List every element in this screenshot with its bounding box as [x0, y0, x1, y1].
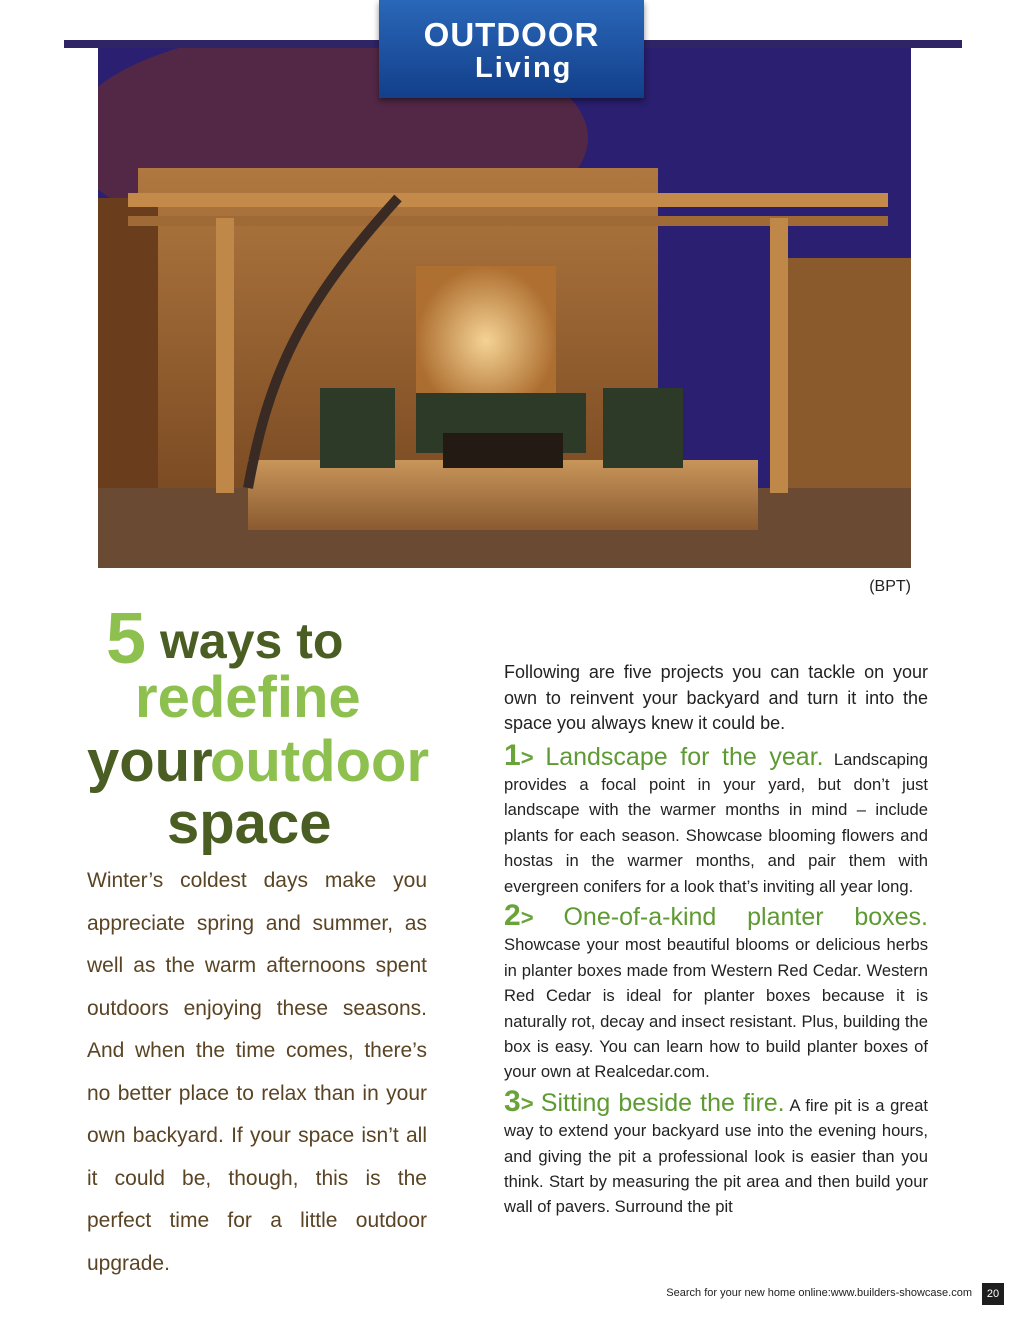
- item-body: Landscaping provides a focal point in your yard, but don’t just landscape with the warmer months in mind – include plants for each season. Showcase blooming flowers and hostas in the warmer months, and pair them with evergreen conifers for a look that’s inviting all year long.: [504, 749, 928, 896]
- item-body: Showcase your most beautiful blooms or delicious herbs in planter boxes made from Western Red Cedar. Western Red Cedar is ideal for planter boxes because it is naturally rot, decay and insect resistant. Plus, building the box is easy. You can learn how to build planter boxes of your own at Realcedar.com.: [504, 935, 928, 1082]
- item-number: 2: [504, 898, 521, 932]
- item-arrow: >: [520, 904, 564, 930]
- item-title: Landscape for the year.: [545, 742, 824, 771]
- headline-part4: outdoor: [210, 729, 430, 794]
- lead-paragraph: Following are five projects you can tackle on your own to reinvent your backyard and turn it into the space you always knew it could be.: [504, 662, 928, 733]
- banner-title: OUTDOOR: [423, 16, 600, 53]
- footer-link-text: Search for your new home online:www.builders-showcase.com: [666, 1287, 972, 1299]
- headline-part1: ways to: [160, 613, 344, 669]
- hero-photo: [98, 48, 911, 568]
- pergola-illustration: [98, 48, 911, 568]
- item-number: 1: [504, 738, 521, 772]
- item-number: 3: [504, 1084, 521, 1118]
- headline-part2: redefine: [135, 665, 361, 730]
- headline-part5: space: [167, 791, 332, 856]
- photo-credit: (BPT): [869, 578, 911, 595]
- list-item: [504, 898, 928, 1085]
- item-body: A fire pit is a great way to extend your backyard use into the evening hours, and giving the pit a professional look is easier than you think. Start by measuring the pit area and then build your wall of pavers. Surround the pit: [504, 1095, 928, 1217]
- banner-subtitle: Living: [475, 52, 573, 84]
- item-arrow: >: [520, 744, 546, 770]
- item-title: One-of-a-kind planter boxes.: [563, 902, 928, 931]
- item-arrow: >: [520, 1090, 541, 1116]
- headline-number: 5: [106, 599, 147, 679]
- article-body: [504, 660, 928, 1220]
- page-number: 20: [982, 1283, 1004, 1305]
- item-title: Sitting beside the fire.: [540, 1088, 785, 1117]
- headline-part3: your: [87, 729, 213, 794]
- list-item: [504, 1084, 928, 1220]
- intro-paragraph: Winter’s coldest days make you appreciate spring and summer, as well as the warm afternoons spent outdoors enjoying these seasons. And when the time comes, there’s no better place to relax than in your own backyard. If your space isn’t all it could be, though, this is the perfect time for a little outdoor upgrade.: [87, 869, 427, 1275]
- section-banner: [379, 0, 644, 98]
- list-item: [504, 738, 928, 899]
